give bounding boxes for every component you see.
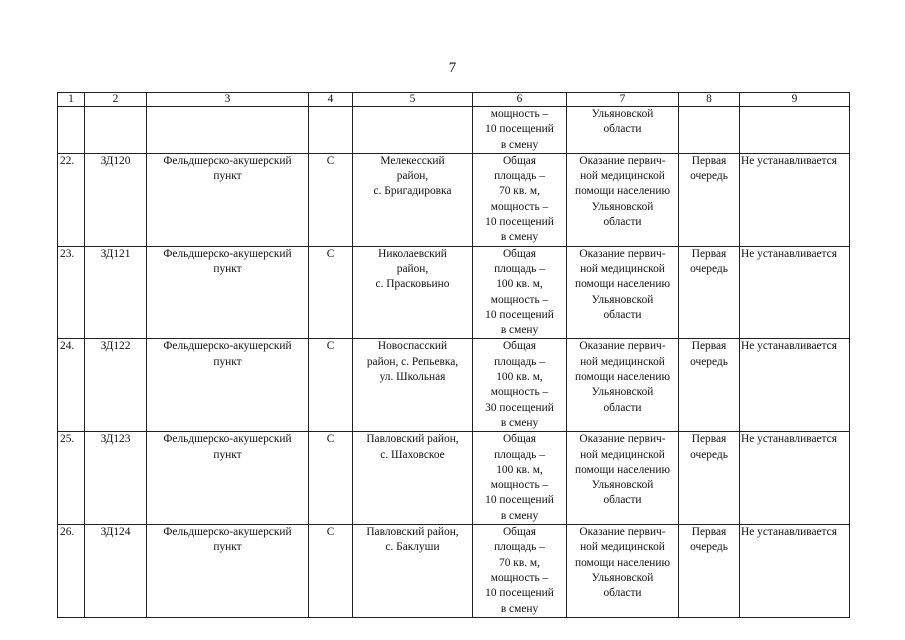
text-line: с. Шаховское: [380, 448, 445, 461]
text-line: Общая: [502, 433, 537, 446]
table-row: [58, 153, 850, 246]
text-line: помощи населению: [574, 556, 671, 569]
text-line: области: [603, 308, 642, 321]
text-line: площадь –: [494, 355, 545, 368]
text-line: в смену: [500, 509, 539, 522]
column-number: 9: [740, 93, 850, 107]
text-line: мощность –: [490, 571, 549, 584]
table-row: [58, 339, 850, 432]
column-number-row: [58, 93, 850, 107]
text-line: мощность –: [490, 200, 549, 213]
text-line: мощность –: [490, 479, 549, 492]
empty-cell: [679, 107, 740, 154]
text-line: 10 посещений: [485, 216, 554, 229]
text-line: Ульяновской: [591, 200, 654, 213]
text-line: 10 посещений: [485, 123, 554, 136]
text-line: ной медицинской: [580, 541, 665, 554]
page-number: 7: [448, 60, 457, 76]
text-line: в смену: [500, 324, 539, 337]
text-line: Первая: [691, 433, 727, 446]
table-row: [58, 525, 850, 618]
zone-cell: Не устанавливается: [740, 153, 850, 246]
text-line: 100 кв. м,: [496, 371, 543, 384]
text-line: мощность –: [490, 293, 549, 306]
text-line: области: [603, 401, 642, 414]
column-number: 4: [309, 93, 353, 107]
table-row: [58, 432, 850, 525]
text-line: 10 посещений: [485, 494, 554, 507]
text-line: мощность –: [490, 386, 549, 399]
text-line: Павловский район,: [366, 526, 459, 539]
zone-cell: Не устанавливается: [740, 339, 850, 432]
purpose-cell: [567, 153, 679, 246]
location-cell: [353, 246, 473, 339]
row-number-cell: 26.: [58, 525, 85, 618]
location-cell: [353, 525, 473, 618]
stage-cell: [679, 339, 740, 432]
text-line: очередь: [690, 448, 728, 461]
object-code-cell: ЗД123: [85, 432, 147, 525]
text-line: очередь: [690, 262, 728, 275]
object-name-cell: [147, 525, 309, 618]
empty-cell: [58, 107, 85, 154]
status-cell: С: [309, 153, 353, 246]
characteristics-cell: [473, 339, 567, 432]
facilities-table: [57, 92, 850, 618]
text-line: Фельдшерско-акушерский: [163, 247, 292, 260]
row-number-cell: 25.: [58, 432, 85, 525]
text-line: ной медицинской: [580, 262, 665, 275]
text-line: 10 посещений: [485, 587, 554, 600]
text-line: площадь –: [494, 262, 545, 275]
object-code-cell: ЗД121: [85, 246, 147, 339]
column-number: 7: [567, 93, 679, 107]
purpose-cell: [567, 246, 679, 339]
text-line: области: [603, 123, 642, 136]
object-name-cell: [147, 339, 309, 432]
zone-cell: Не устанавливается: [740, 525, 850, 618]
text-line: ной медицинской: [580, 448, 665, 461]
characteristics-cell: [473, 432, 567, 525]
characteristics-cell: [473, 246, 567, 339]
purpose-cell: [567, 432, 679, 525]
stage-cell: [679, 525, 740, 618]
text-line: Первая: [691, 340, 727, 353]
text-line: помощи населению: [574, 371, 671, 384]
text-line: пункт: [213, 355, 242, 368]
text-line: Оказание первич-: [579, 433, 666, 446]
column-number: 6: [473, 93, 567, 107]
text-line: помощи населению: [574, 278, 671, 291]
characteristics-cell: [473, 107, 567, 154]
text-line: в смену: [500, 602, 539, 615]
text-line: площадь –: [494, 170, 545, 183]
text-line: Общая: [502, 247, 537, 260]
text-line: Оказание первич-: [579, 247, 666, 260]
text-line: с. Прасковьино: [375, 278, 450, 291]
empty-cell: [740, 107, 850, 154]
text-line: Общая: [502, 526, 537, 539]
text-line: Николаевский: [378, 247, 447, 260]
text-line: Ульяновской: [591, 108, 654, 120]
text-line: ул. Школьная: [379, 371, 446, 384]
text-line: области: [603, 494, 642, 507]
text-line: Ульяновской: [591, 479, 654, 492]
row-number-cell: 22.: [58, 153, 85, 246]
continuation-row: [58, 107, 850, 154]
row-number-cell: 23.: [58, 246, 85, 339]
text-line: очередь: [690, 541, 728, 554]
purpose-cell: [567, 339, 679, 432]
text-line: 70 кв. м,: [499, 556, 540, 569]
text-line: Фельдшерско-акушерский: [163, 340, 292, 353]
text-line: ной медицинской: [580, 170, 665, 183]
text-line: Фельдшерско-акушерский: [163, 526, 292, 539]
purpose-cell: [567, 525, 679, 618]
text-line: Ульяновской: [591, 386, 654, 399]
empty-cell: [147, 107, 309, 154]
column-number: 3: [147, 93, 309, 107]
text-line: области: [603, 587, 642, 600]
empty-cell: [353, 107, 473, 154]
column-number: 8: [679, 93, 740, 107]
status-cell: С: [309, 525, 353, 618]
text-line: пункт: [213, 541, 242, 554]
text-line: район, с. Репьевка,: [366, 355, 459, 368]
zone-cell: Не устанавливается: [740, 246, 850, 339]
text-line: район,: [396, 170, 429, 183]
text-line: Павловский район,: [366, 433, 459, 446]
text-line: 10 посещений: [485, 308, 554, 321]
stage-cell: [679, 246, 740, 339]
text-line: Мелекесский: [380, 154, 445, 167]
text-line: пункт: [213, 262, 242, 275]
purpose-cell: [567, 107, 679, 154]
text-line: площадь –: [494, 448, 545, 461]
object-code-cell: ЗД124: [85, 525, 147, 618]
text-line: Оказание первич-: [579, 154, 666, 167]
text-line: площадь –: [494, 541, 545, 554]
object-code-cell: ЗД120: [85, 153, 147, 246]
text-line: в смену: [500, 138, 539, 151]
status-cell: С: [309, 432, 353, 525]
object-code-cell: ЗД122: [85, 339, 147, 432]
location-cell: [353, 432, 473, 525]
text-line: Ульяновской: [591, 571, 654, 584]
status-cell: С: [309, 246, 353, 339]
text-line: Фельдшерско-акушерский: [163, 433, 292, 446]
text-line: Оказание первич-: [579, 526, 666, 539]
text-line: области: [603, 216, 642, 229]
text-line: Ульяновской: [591, 293, 654, 306]
column-number: 2: [85, 93, 147, 107]
text-line: Первая: [691, 526, 727, 539]
text-line: Общая: [502, 340, 537, 353]
text-line: Общая: [502, 154, 537, 167]
location-cell: [353, 153, 473, 246]
text-line: Первая: [691, 247, 727, 260]
text-line: очередь: [690, 170, 728, 183]
text-line: очередь: [690, 355, 728, 368]
text-line: Первая: [691, 154, 727, 167]
text-line: мощность –: [490, 108, 549, 120]
text-line: 30 посещений: [485, 401, 554, 414]
object-name-cell: [147, 432, 309, 525]
object-name-cell: [147, 153, 309, 246]
text-line: Фельдшерско-акушерский: [163, 154, 292, 167]
text-line: пункт: [213, 448, 242, 461]
text-line: с. Баклуши: [385, 541, 440, 554]
status-cell: С: [309, 339, 353, 432]
text-line: в смену: [500, 231, 539, 244]
zone-cell: Не устанавливается: [740, 432, 850, 525]
column-number: 1: [58, 93, 85, 107]
characteristics-cell: [473, 525, 567, 618]
empty-cell: [309, 107, 353, 154]
stage-cell: [679, 432, 740, 525]
empty-cell: [85, 107, 147, 154]
table-row: [58, 246, 850, 339]
text-line: ной медицинской: [580, 355, 665, 368]
text-line: район,: [396, 262, 429, 275]
column-number: 5: [353, 93, 473, 107]
text-line: в смену: [500, 416, 539, 429]
row-number-cell: 24.: [58, 339, 85, 432]
text-line: помощи населению: [574, 463, 671, 476]
text-line: 70 кв. м,: [499, 185, 540, 198]
location-cell: [353, 339, 473, 432]
text-line: Оказание первич-: [579, 340, 666, 353]
text-line: 100 кв. м,: [496, 278, 543, 291]
object-name-cell: [147, 246, 309, 339]
text-line: 100 кв. м,: [496, 463, 543, 476]
stage-cell: [679, 153, 740, 246]
characteristics-cell: [473, 153, 567, 246]
text-line: Новоспасский: [377, 340, 448, 353]
text-line: пункт: [213, 170, 242, 183]
text-line: помощи населению: [574, 185, 671, 198]
text-line: с. Бригадировка: [373, 185, 452, 198]
